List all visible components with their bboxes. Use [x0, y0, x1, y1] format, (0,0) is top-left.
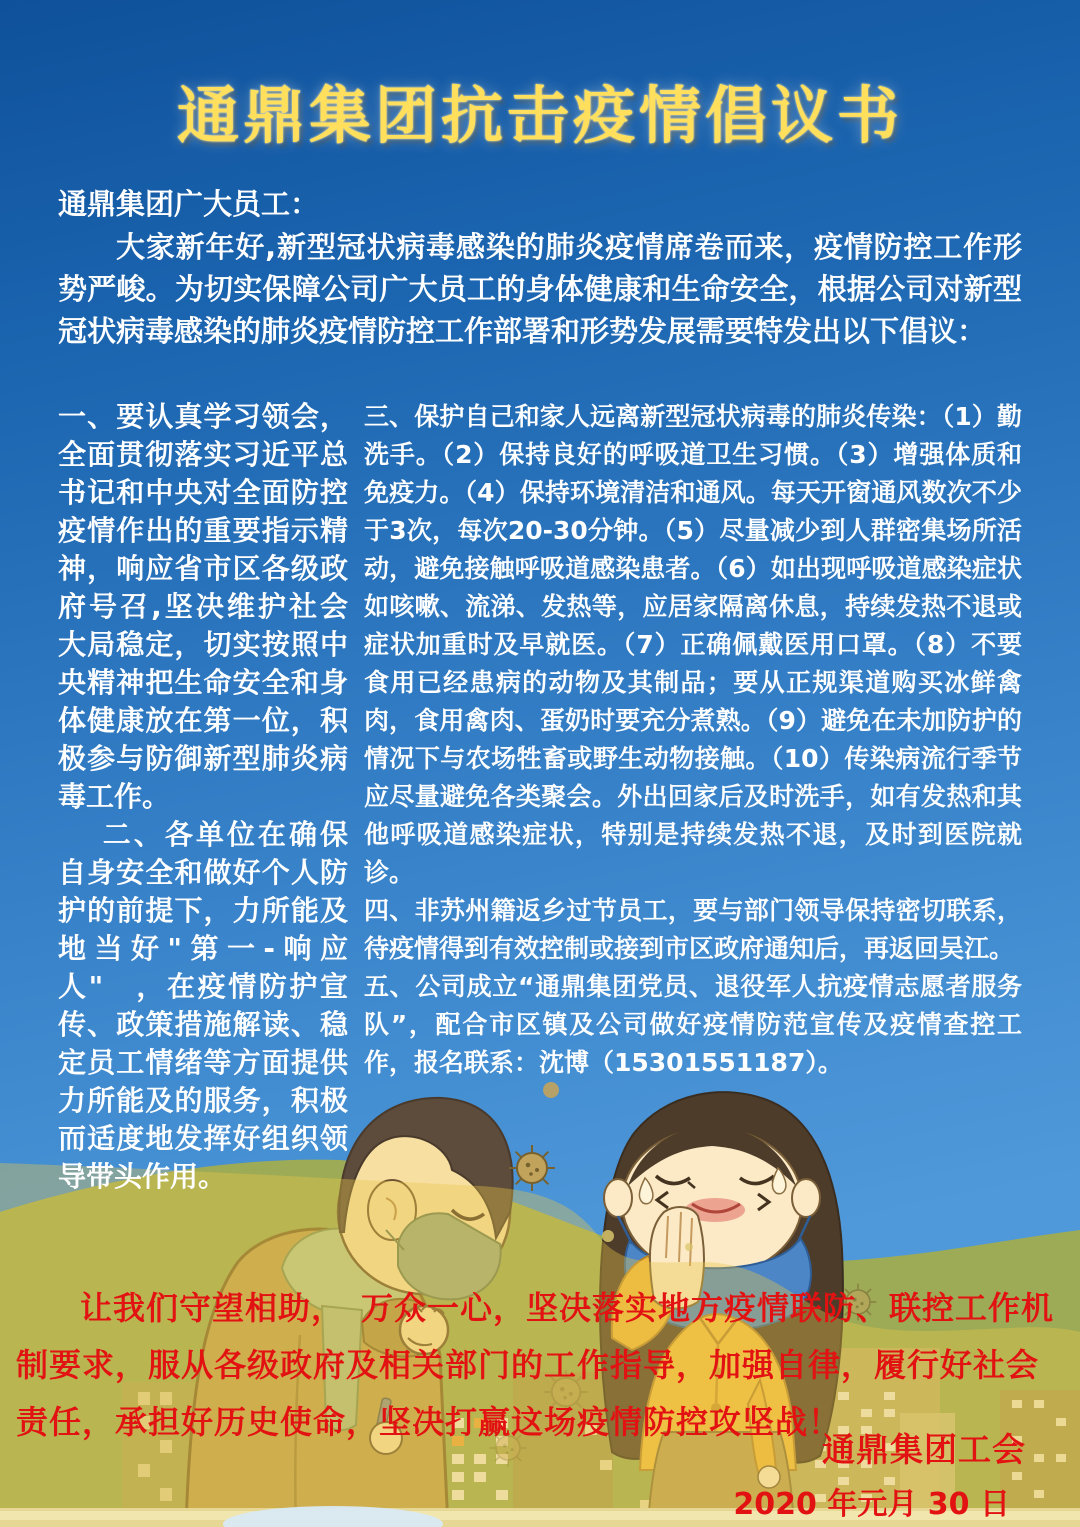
- signature-organization: 通鼎集团工会: [822, 1430, 1026, 1469]
- section-3: [364, 398, 1022, 892]
- dust-dot: [685, 1243, 693, 1251]
- section-2: 二、各单位在确保自身安全和做好个人防护的前提下，力所能及地当好"第一-响应人" ，在疫情防护宣传、政策措施解读、稳定员工情绪等方面提供力所能及的服务，积极而适度地发挥好组织领导带头作用。: [58, 818, 348, 1193]
- section-3-body: （1）勤洗手。（2）保持良好的呼吸道卫生习惯。（3）增强体质和免疫力。（4）保持环境清洁和通风。每天开窗通风数次不少于3次，每次20-30分钟。（5）尽量减少到人群密集场所活动，避免接触呼吸道感染患者。（6）如出现呼吸道感染症状如咳嗽、流涕、发热等，应居家隔离休息，持续发热不退或症状加重时及早就医。（7）正确佩戴医用口罩。（8）不要食用已经患病的动物及其制品；要从正规渠道购买冰鲜禽肉，食用禽肉、蛋奶时要充分煮熟。（9）避免在未加防护的情况下与农场牲畜或野生动物接触。（10）传染病流行季节应尽量避免各类聚会。外出回家后及时洗手，如有发热和其他呼吸道感染症状，特别是持续发热不退，及时到医院就诊。: [364, 402, 1022, 887]
- salutation: 通鼎集团广大员工：: [58, 187, 320, 221]
- section-3-number: 三、: [364, 402, 415, 431]
- pledge-text: 让我们守望相助， 万众一心，坚决落实地方疫情联防、联控工作机制要求，服从各级政府及相关部门的工作指导，加强自律，履行好社会责任，承担好历史使命，坚决打赢这场疫情防控攻坚战！: [16, 1289, 1055, 1441]
- section-1: 一、要认真学习领会，全面贯彻落实习近平总书记和中央对全面防控疫情作出的重要指示精神，响应省市区各级政府号召,坚决维护社会大局稳定，切实按照中央精神把生命安全和身体健康放在第一位，积极参与防御新型肺炎病毒工作。: [58, 400, 348, 813]
- section-4: 四、非苏州籍返乡过节员工，要与部门领导保持密切联系，待疫情得到有效控制或接到市区政府通知后，再返回吴江。: [364, 896, 1022, 963]
- section-3-heading: 保护自己和家人远离新型冠状病毒的肺炎传染：: [414, 402, 942, 431]
- dust-dot: [602, 1230, 614, 1242]
- left-column: [58, 398, 348, 1196]
- intro-paragraph: 大家新年好,新型冠状病毒感染的肺炎疫情席卷而来，疫情防控工作形势严峻。为切实保障公司广大员工的身体健康和生命安全，根据公司对新型冠状病毒感染的肺炎疫情防控工作部署和形势发展需要特发出以下倡议：: [58, 230, 1022, 348]
- signature-date: 2020 年元月 30 日: [733, 1487, 1010, 1522]
- poster-title: 通鼎集团抗击疫情倡议书: [176, 79, 903, 152]
- body-columns: [58, 398, 1022, 1196]
- section-5: 五、公司成立“通鼎集团党员、退役军人抗疫情志愿者服务队”，配合市区镇及公司做好疫情防范宣传及疫情查控工作，报名联系：沈博（15301551187）。: [364, 972, 1022, 1077]
- right-column: [364, 398, 1022, 1196]
